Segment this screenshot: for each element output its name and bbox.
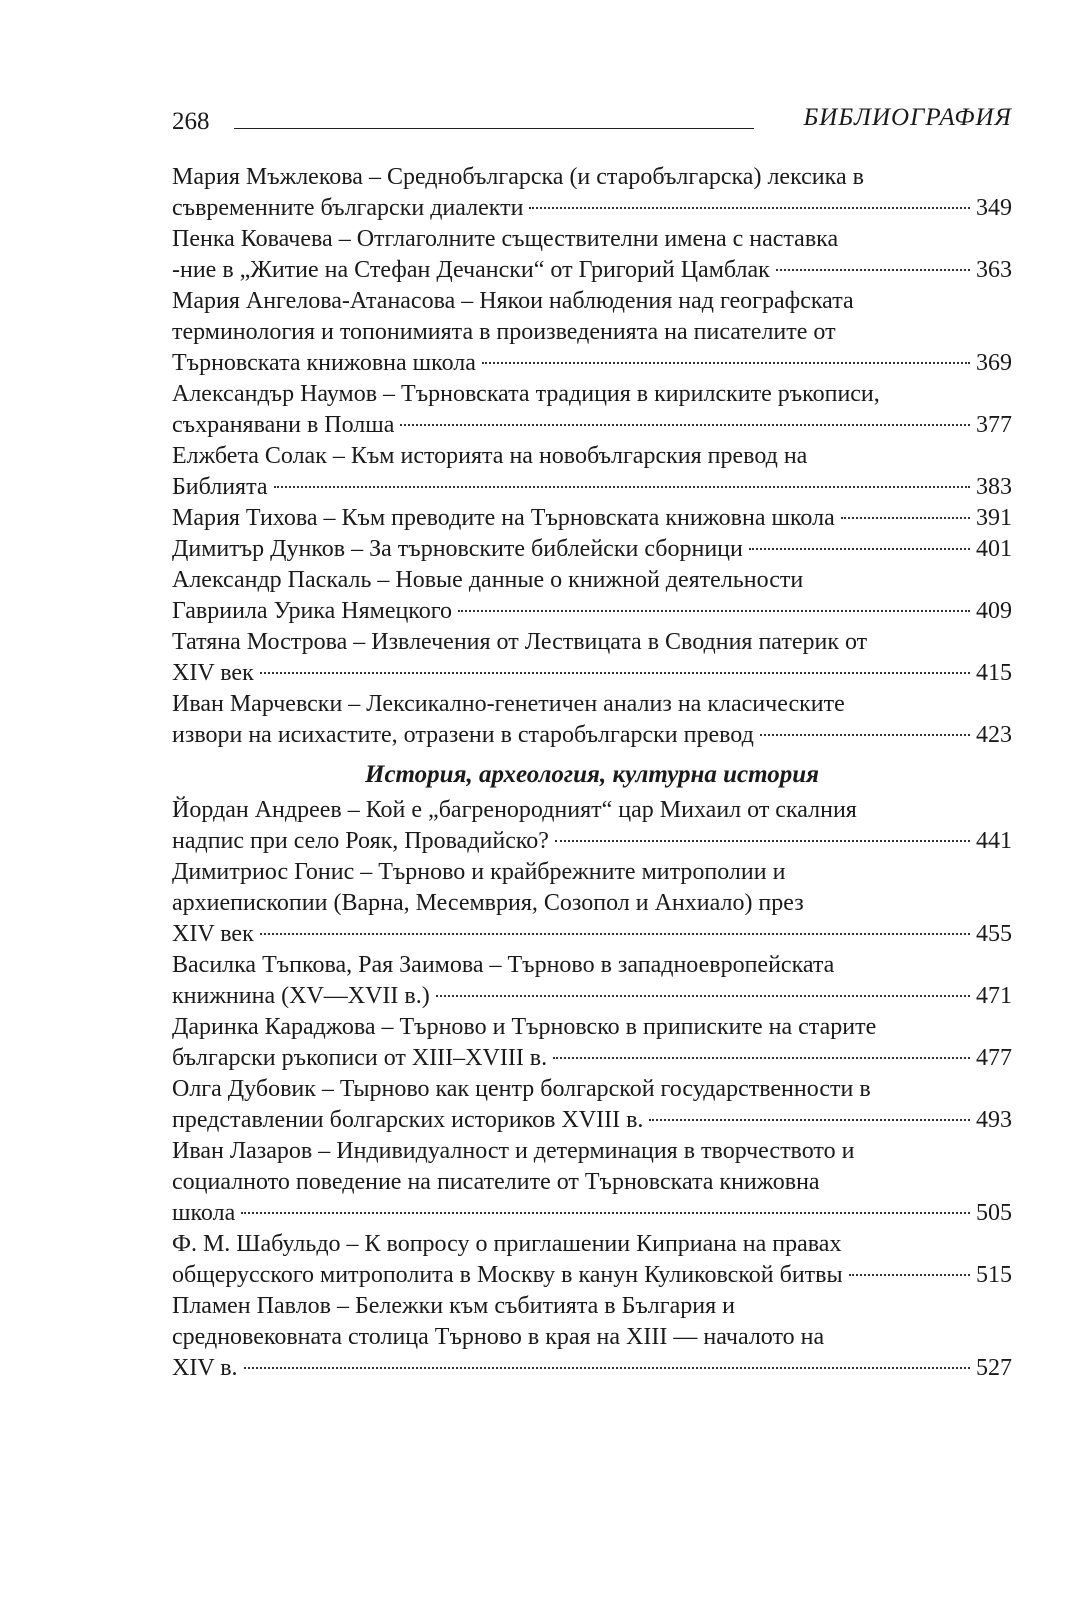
toc-entry-last-line (172, 919, 1012, 950)
toc-entry-text: Библията (172, 474, 268, 500)
toc-entry (172, 379, 1012, 441)
toc-entry-text: Татяна Мострова – Извлечения от Лествицата в Сводния патерик от (172, 629, 868, 655)
toc-entry-last-line (172, 534, 1012, 565)
toc-entry-text: български ръкописи от XIII–XVIII в. (172, 1045, 548, 1071)
toc-entry-text: социалното поведение на писателите от Търновската книжовна (172, 1169, 820, 1195)
toc-entry-last-line (172, 348, 1012, 379)
toc-entry-last-line (172, 1260, 1012, 1291)
toc-entry-last-line (172, 255, 1012, 286)
toc-page-number: 415 (976, 660, 1012, 686)
toc-entry (172, 286, 1012, 379)
toc-page-number: 505 (976, 1200, 1012, 1226)
toc-entry (172, 1012, 1012, 1074)
dot-leader (749, 548, 970, 550)
header-rule (234, 128, 754, 129)
toc-entry (172, 1291, 1012, 1384)
toc-entry-text: Мария Ангелова-Атанасова – Някои наблюдения над географската (172, 288, 854, 314)
toc-entry-text: Мария Тихова – Към преводите на Търновската книжовна школа (172, 505, 835, 531)
dot-leader (760, 734, 970, 736)
dot-leader (553, 1057, 970, 1059)
toc-entry-last-line (172, 1353, 1012, 1384)
toc-entry (172, 689, 1012, 751)
toc-page-number: 441 (976, 828, 1012, 854)
dot-leader (529, 207, 970, 209)
page-header (172, 102, 1012, 142)
toc-entry-last-line (172, 720, 1012, 751)
toc-entry-text: Търновската книжовна школа (172, 350, 476, 376)
toc-page-number: 391 (976, 505, 1012, 531)
table-of-contents (172, 162, 1012, 1384)
toc-entry-text: Йордан Андреев – Кой е „багренородният“ цар Михаил от скалния (172, 797, 857, 823)
toc-entry-last-line (172, 1043, 1012, 1074)
toc-entry-text: Даринка Караджова – Търново и Търновско в приписките на старите (172, 1014, 877, 1040)
toc-entry-text: -ние в „Житие на Стефан Дечански“ от Григорий Цамблак (172, 257, 770, 283)
toc-entry-text: надпис при село Рояк, Провадийско? (172, 828, 549, 854)
toc-page-number: 369 (976, 350, 1012, 376)
toc-page-number: 363 (976, 257, 1012, 283)
dot-leader (841, 517, 970, 519)
toc-entry (172, 627, 1012, 689)
toc-page-number: 527 (976, 1355, 1012, 1381)
toc-entry-last-line (172, 981, 1012, 1012)
toc-entry-text: съвременните български диалекти (172, 195, 524, 221)
toc-page-number: 409 (976, 598, 1012, 624)
dot-leader (555, 840, 970, 842)
toc-page-number: 471 (976, 983, 1012, 1009)
toc-entry-text: XIV век (172, 921, 254, 947)
toc-entry (172, 1229, 1012, 1291)
toc-entry-text: Мария Мъжлекова – Среднобългарска (и старобългарска) лексика в (172, 164, 864, 190)
toc-entry (172, 565, 1012, 627)
toc-entry-text: Олга Дубовик – Тырново как центр болгарской государственности в (172, 1076, 871, 1102)
toc-page-number: 349 (976, 195, 1012, 221)
toc-entry-text: XIV век (172, 660, 254, 686)
toc-entry (172, 162, 1012, 224)
toc-entry-text: Иван Марчевски – Лексикално-генетичен анализ на класическите (172, 691, 845, 717)
dot-leader (241, 1212, 970, 1214)
toc-page-number: 401 (976, 536, 1012, 562)
toc-entry-text: архиепископии (Варна, Месемврия, Созопол и Анхиало) през (172, 890, 804, 916)
dot-leader (244, 1367, 970, 1369)
toc-entry-text: XIV в. (172, 1355, 238, 1381)
toc-entry-text: Пенка Ковачева – Отглаголните съществителни имена с наставка (172, 226, 839, 252)
section-title: История, археология, културна история (365, 761, 819, 788)
toc-entry-last-line (172, 658, 1012, 689)
toc-entry (172, 534, 1012, 565)
dot-leader (649, 1119, 970, 1121)
dot-leader (274, 486, 970, 488)
toc-entry (172, 441, 1012, 503)
toc-entry-text: извори на исихастите, отразени в старобългарски превод (172, 722, 754, 748)
toc-entry-text: средновековната столица Търново в края на XIII — началото на (172, 1324, 825, 1350)
toc-page-number: 493 (976, 1107, 1012, 1133)
toc-page-number: 383 (976, 474, 1012, 500)
toc-entry-last-line (172, 193, 1012, 224)
toc-section-linguistics (172, 162, 1012, 751)
dot-leader (458, 610, 970, 612)
toc-entry-last-line (172, 826, 1012, 857)
page-number: 268 (172, 108, 210, 135)
toc-entry-text: Василка Тъпкова, Рая Заимова – Търново в западноевропейската (172, 952, 835, 978)
toc-entry-text: терминология и топонимията в произведенията на писателите от (172, 319, 836, 345)
toc-entry (172, 950, 1012, 1012)
toc-entry-last-line (172, 1198, 1012, 1229)
toc-entry-text: Александр Паскаль – Новые данные о книжной деятельности (172, 567, 804, 593)
toc-entry-text: школа (172, 1200, 236, 1226)
toc-entry-text: Гавриила Урика Нямецкого (172, 598, 452, 624)
toc-page-number: 477 (976, 1045, 1012, 1071)
toc-entry-last-line (172, 472, 1012, 503)
running-head: БИБЛИОГРАФИЯ (803, 104, 1012, 131)
toc-entry (172, 1136, 1012, 1229)
toc-entry-text: Пламен Павлов – Бележки към събитията в България и (172, 1293, 736, 1319)
toc-entry (172, 224, 1012, 286)
toc-entry-last-line (172, 596, 1012, 627)
toc-entry (172, 1074, 1012, 1136)
toc-entry-text: Александър Наумов – Търновската традиция в кирилските ръкописи, (172, 381, 880, 407)
toc-entry-text: представлении болгарских историков XVIII в. (172, 1107, 644, 1133)
toc-entry-text: Димитър Дунков – За търновските библейски сборници (172, 536, 743, 562)
toc-entry-text: книжнина (XV—XVII в.) (172, 983, 430, 1009)
toc-entry-text: общерусского митрополита в Москву в канун Куликовской битвы (172, 1262, 843, 1288)
dot-leader (849, 1274, 970, 1276)
toc-entry-text: Димитриос Гонис – Търново и крайбрежните митрополии и (172, 859, 786, 885)
dot-leader (400, 424, 970, 426)
toc-page-number: 423 (976, 722, 1012, 748)
toc-entry-last-line (172, 503, 1012, 534)
toc-entry-last-line (172, 410, 1012, 441)
toc-entry-text: Ф. М. Шабульдо – К вопросу о приглашении Киприана на правах (172, 1231, 842, 1257)
toc-page-number: 515 (976, 1262, 1012, 1288)
toc-entry-text: Иван Лазаров – Индивидуалност и детерминация в творчеството и (172, 1138, 855, 1164)
toc-section-history (172, 795, 1012, 1384)
dot-leader (436, 995, 970, 997)
toc-entry (172, 795, 1012, 857)
toc-page-number: 455 (976, 921, 1012, 947)
toc-entry-last-line (172, 1105, 1012, 1136)
toc-entry (172, 503, 1012, 534)
toc-entry (172, 857, 1012, 950)
dot-leader (482, 362, 970, 364)
dot-leader (776, 269, 970, 271)
toc-page-number: 377 (976, 412, 1012, 438)
dot-leader (260, 933, 970, 935)
dot-leader (260, 672, 970, 674)
toc-entry-text: Елжбета Солак – Към историята на новобългарския превод на (172, 443, 808, 469)
toc-entry-text: съхранявани в Полша (172, 412, 395, 438)
